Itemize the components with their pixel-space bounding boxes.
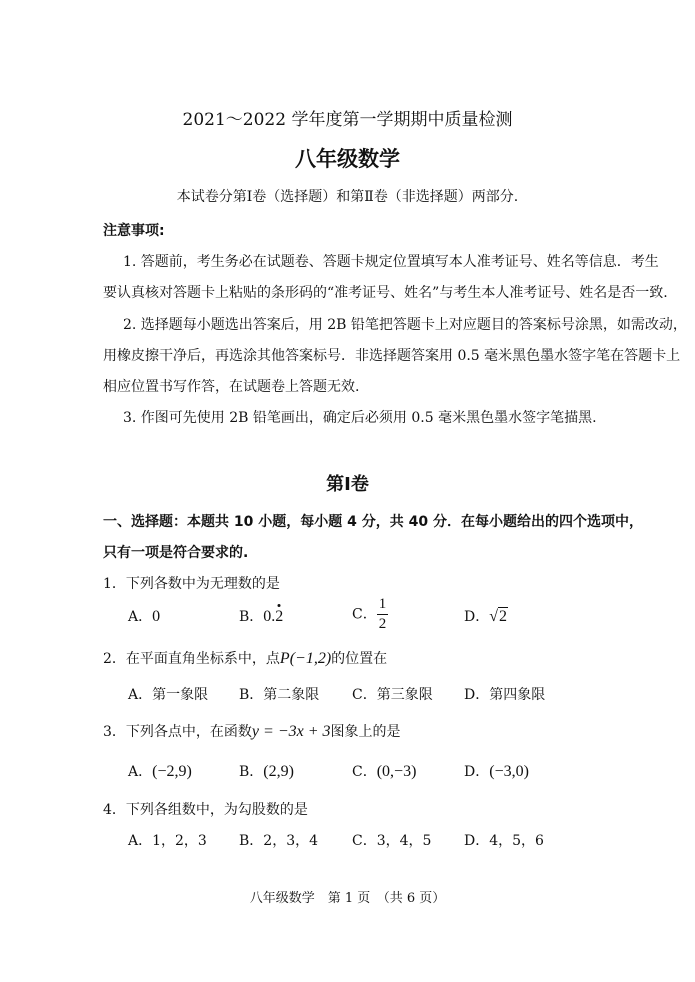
option-label: D．	[464, 609, 490, 625]
notice-item-2-line-3: 相应位置书写作答，在试题卷上答题无效.	[103, 379, 360, 395]
option-value: (0,−3)	[376, 763, 417, 780]
radical-sign: √	[489, 608, 499, 625]
notice-item-2-line-2: 用橡皮擦干净后，再选涂其他答案标号．非选择题答案用 0.5 毫米黑色墨水签字笔在答题卡上	[103, 348, 681, 364]
section-heading-line-1: 一、选择题：本题共 10 小题，每小题 4 分，共 40 分．在每小题给出的四个选项中，	[103, 514, 643, 530]
question-2-stem	[103, 648, 387, 668]
option-value: (2,9)	[263, 763, 294, 780]
stem-text: 图象上的是	[330, 724, 401, 740]
exam-subject: 八年级数学	[295, 147, 400, 171]
page-footer: 八年级数学 第 1 页 （共 6 页）	[249, 891, 446, 906]
square-root	[489, 607, 508, 625]
question-3-option-d	[464, 761, 529, 781]
question-3-option-b	[239, 761, 294, 781]
option-label: B．	[239, 764, 264, 780]
question-3-stem	[103, 721, 401, 741]
notice-item-2-line-1: 2. 选择题每小题选出答案后，用 2B 铅笔把答题卡上对应题目的答案标号涂黑，如需改动，	[123, 317, 687, 333]
question-3-option-c	[352, 761, 416, 781]
exam-intro: 本试卷分第Ⅰ卷（选择题）和第Ⅱ卷（非选择题）两部分.	[176, 189, 519, 205]
question-4-stem: 4．下列各组数中，为勾股数的是	[103, 802, 308, 818]
option-label: A．	[128, 609, 153, 625]
fraction-numerator: 1	[377, 597, 389, 615]
option-label: C．	[352, 606, 377, 623]
question-2-option-d: D．第四象限	[464, 687, 546, 703]
question-1-option-a	[128, 606, 160, 626]
decimal-part: 0.	[263, 608, 276, 625]
question-1-stem: 1．下列各数中为无理数的是	[103, 576, 280, 592]
option-label: C．	[352, 764, 377, 780]
option-label: D．	[464, 764, 490, 780]
question-4-option-b: B．2，3，4	[239, 833, 319, 849]
question-4-option-d: D．4，5，6	[464, 833, 544, 849]
option-label: A．	[128, 764, 153, 780]
question-1-option-c	[352, 597, 388, 632]
notice-item-1-line-2: 要认真核对答题卡上粘贴的条形码的“准考证号、姓名”与考生本人准考证号、姓名是否一致.	[103, 285, 668, 301]
fraction-denominator: 2	[378, 616, 387, 632]
stem-text: 3．下列各点中，在函数	[103, 724, 252, 740]
notice-heading: 注意事项:	[103, 223, 165, 239]
option-value: 0	[152, 608, 161, 625]
question-1-option-d	[464, 606, 508, 626]
option-value	[263, 608, 283, 625]
question-4-option-a: A．1，2，3	[128, 833, 207, 849]
section-heading-line-2: 只有一项是符合要求的.	[103, 545, 249, 561]
notice-item-1-line-1: 1. 答题前，考生务必在试题卷、答题卡规定位置填写本人准考证号、姓名等信息．考生	[123, 254, 659, 270]
option-value: (−3,0)	[489, 763, 529, 780]
question-3-option-a	[128, 761, 192, 781]
volume-heading: 第Ⅰ卷	[326, 474, 369, 495]
radicand: 2	[499, 608, 508, 625]
option-value: (−2,9)	[152, 763, 192, 780]
question-2-option-c: C．第三象限	[352, 687, 433, 703]
option-label: B．	[239, 609, 264, 625]
stem-text: 的位置在	[331, 651, 388, 667]
stem-text: 2．在平面直角坐标系中，点	[103, 651, 280, 667]
function-expression: y = −3x + 3	[251, 723, 331, 740]
question-2-option-b: B．第二象限	[239, 687, 320, 703]
question-1-option-b	[239, 606, 283, 626]
repeating-digit: 2	[275, 608, 284, 625]
point-expression: P(−1,2)	[279, 650, 332, 667]
exam-title: 2021～2022 学年度第一学期期中质量检测	[182, 110, 513, 130]
fraction	[377, 597, 389, 632]
question-2-option-a: A．第一象限	[128, 687, 209, 703]
question-4-option-c: C．3，4，5	[352, 833, 432, 849]
notice-item-3-line-1: 3. 作图可先使用 2B 铅笔画出，确定后必须用 0.5 毫米黑色墨水签字笔描黑.	[123, 410, 597, 426]
